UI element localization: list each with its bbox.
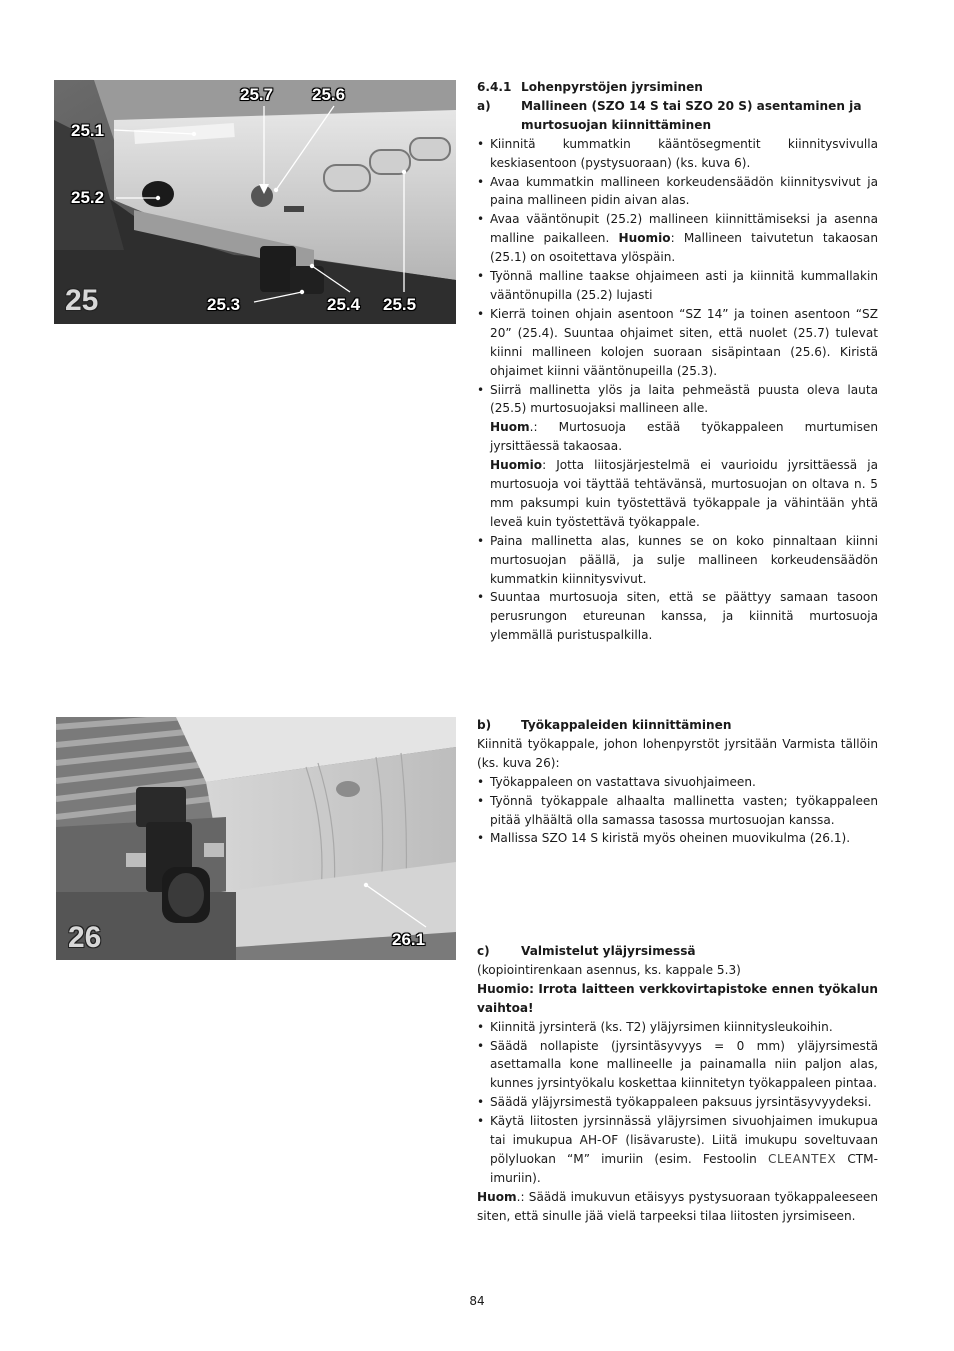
list-item: • Kiinnitä jyrsinterä (ks. T2) yläjyrsimen kiinnitysleukoihin.: [477, 1018, 878, 1037]
subsection-heading-c: c) Valmistelut yläjyrsimessä: [477, 944, 696, 958]
intro-text: (kopiointirenkaan asennus, ks. kappale 5.3): [477, 962, 741, 977]
callout-25-5: 25.5: [383, 295, 417, 314]
section-router-preparation: [477, 942, 878, 1226]
list-item: • Työnnä työkappale alhaalta mallinetta vasten; työkappaleen pitää ylhäältä olla samassa tasossa murtosuojan kanssa.: [477, 792, 878, 830]
bullet-list-a: [477, 135, 878, 419]
callout-25-1: 25.1: [71, 121, 105, 140]
list-item: • Paina mallinetta alas, kunnes se on koko pinnaltaan kiinni murtosuojan päällä, ja sulje mallineen korkeudensäädön kummatkin kiinnitysvivut.: [477, 532, 878, 589]
note-huom: Huom.: Säädä imukuvun etäisyys pystysuoraan työkappaleeseen siten, että sinulle jää vielä tarpeeksi tilaa liitosten jyrsimiseen.: [477, 1189, 878, 1223]
list-item: • Kiinnitä kummatkin kääntösegmentit kiinnitysvivulla keskiasentoon (pystysuoraan) (ks. kuva 6).: [477, 135, 878, 173]
list-item: • Säädä nollapiste (jyrsintäsyvyys = 0 mm) yläjyrsimestä asettamalla kone mallineelle ja painamalla niin paljon alas, kunnes jyrsintyökalu koskettaa kiinnitetyn työkappaleen pintaa.: [477, 1037, 878, 1094]
bullet-list-c: [477, 1018, 878, 1188]
intro-text: Kiinnitä työkappale, johon lohenpyrstöt jyrsitään Varmista tällöin (ks. kuva 26):: [477, 736, 878, 770]
callout-25-7: 25.7: [240, 85, 274, 104]
figure-26-photo: [56, 717, 456, 960]
list-item: • Työkappaleen on vastattava sivuohjaimeen.: [477, 773, 878, 792]
figure-26-number: 26: [68, 921, 102, 954]
list-item: • Kierrä toinen ohjain asentoon “SZ 14” ja toinen asentoon “SZ 20” (25.4). Suuntaa ohjaimet siten, että nuolet (25.7) tulevat kiinni mallineen kolojen suoraan sisäpintaan (25.6). Kiristä ohjaimet kiinni vääntönupeilla (25.3).: [477, 305, 878, 381]
list-item: • Avaa kummatkin mallineen korkeudensäädön kiinnitysvivut ja paina mallineen pidin aivan alas.: [477, 173, 878, 211]
callout-26-1: 26.1: [392, 930, 426, 949]
subsection-heading-a: a) Mallineen (SZO 14 S tai SZO 20 S) asentaminen ja murtosuojan kiinnittäminen: [477, 98, 862, 132]
page-number: 84: [469, 1294, 485, 1308]
list-item: • Käytä liitosten jyrsinnässä yläjyrsimen sivuohjaimen imukupua tai imukupua AH-OF (lisävaruste). Liitä imukupu soveltuvaan pölyluokan “M” imuriin (esim. Festoolin CLEANTEX CTM-imuriin).: [477, 1112, 878, 1188]
warning-text: Huomio: Irrota laitteen verkkovirtapistoke ennen työkalun vaihtoa!: [477, 981, 878, 1015]
section-dovetail-template: [477, 78, 878, 645]
note-huomio: Huomio: Jotta liitosjärjestelmä ei vaurioidu jyrsittäessä ja murtosuoja voi täyttää tehtävänsä, murtosuojan on oltava n. 5 mm paksumpi kuin työstettävä työkappale ja vähintään yhtä leveä kuin työstettävä työkappale.: [490, 458, 878, 529]
list-item: • Mallissa SZO 14 S kiristä myös oheinen muovikulma (26.1).: [477, 829, 878, 848]
callout-25-4: 25.4: [327, 295, 361, 314]
figure-25-illustration: [54, 80, 456, 324]
subsection-heading-b: b) Työkappaleiden kiinnittäminen: [477, 718, 732, 732]
list-item: • Siirrä mallinetta ylös ja laita pehmeästä puusta oleva lauta (25.5) murtosuojaksi mallineen alle.: [477, 381, 878, 419]
list-item: • Säädä yläjyrsimestä työkappaleen paksuus jyrsintäsyvyydeksi.: [477, 1093, 878, 1112]
note-huom: Huom.: Murtosuoja estää työkappaleen murtumisen jyrsittäessä takaosaa.: [490, 420, 878, 454]
list-item: • Työnnä malline taakse ohjaimeen asti ja kiinnitä kummallakin vääntönupilla (25.2) lujasti: [477, 267, 878, 305]
section-workpiece-clamping: [477, 716, 878, 848]
list-item: • Avaa vääntönupit (25.2) mallineen kiinnittämiseksi ja asenna malline paikalleen. Huomio: Mallineen taivutetun takaosan (25.1) on osoitettava ylöspäin.: [477, 210, 878, 267]
callout-25-3: 25.3: [207, 295, 241, 314]
figure-25-number: 25: [65, 284, 99, 317]
list-item: • Suuntaa murtosuoja siten, että se päättyy samaan tasoon perusrungon etureunan kanssa, ja kiinnitä murtosuoja ylemmällä puristuspalkilla.: [477, 588, 878, 645]
section-heading: 6.4.1 Lohenpyrstöjen jyrsiminen: [477, 80, 703, 94]
callout-25-6: 25.6: [312, 85, 346, 104]
callout-25-2: 25.2: [71, 188, 105, 207]
figure-25-photo: [54, 80, 456, 324]
bullet-list-a2: [477, 532, 878, 645]
figure-26-illustration: [56, 717, 456, 960]
bullet-list-b: [477, 773, 878, 849]
brand-name: CLEANTEX: [767, 1151, 837, 1166]
